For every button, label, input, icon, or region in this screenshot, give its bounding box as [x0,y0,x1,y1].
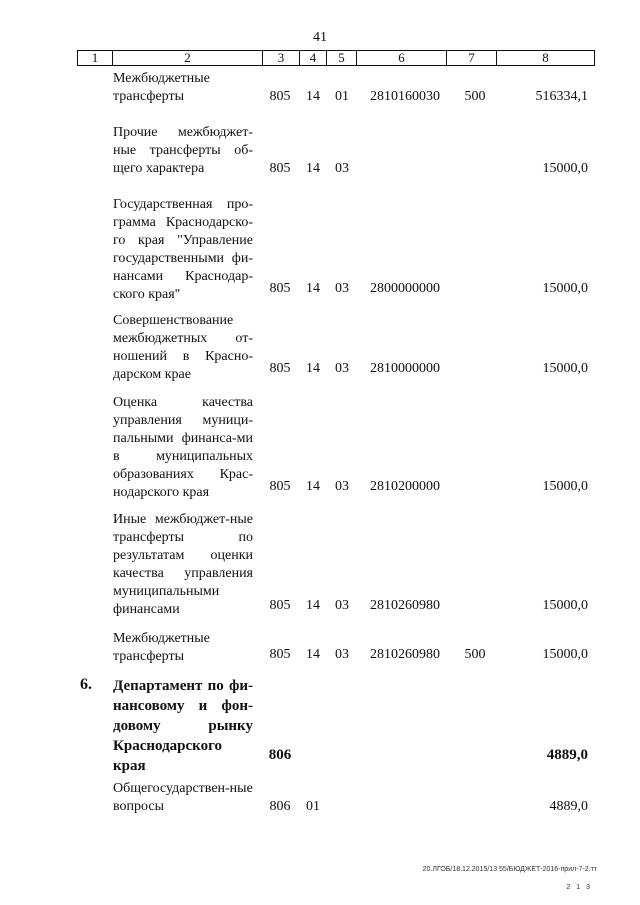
row-number: 6. [80,676,92,693]
cell-pr: 03 [335,479,349,494]
cell-sum: 516334,1 [535,89,588,104]
cell-pr: 01 [335,89,349,104]
table-row [0,630,640,664]
cell-ved: 806 [268,747,292,763]
table-row [0,312,640,382]
table-row [0,511,640,615]
cell-sum: 4889,0 [549,799,588,814]
cell-csr: 2810260980 [370,598,440,613]
footer-code: 2 1 3 [566,884,592,891]
header-cell-1: 1 [91,50,99,65]
row-name: Общегосударствен-ные вопросы [113,781,253,814]
header-cell-3: 3 [262,51,299,65]
header-cell-4: 4 [299,51,326,65]
cell-sum: 15000,0 [542,479,588,494]
cell-pr: 03 [335,598,349,613]
cell-rz: 01 [306,799,320,814]
cell-rz: 14 [306,281,320,296]
row-name: Межбюджетные трансферты [113,631,210,664]
table-row [0,70,640,106]
cell-vr: 500 [464,89,486,104]
cell-rz: 14 [306,479,320,494]
cell-ved: 805 [269,361,291,376]
cell-pr: 03 [335,281,349,296]
header-cell-5: 5 [326,51,356,65]
table-row [0,394,640,500]
cell-csr: 2810260980 [370,647,440,662]
cell-ved: 805 [269,89,291,104]
cell-rz: 14 [306,89,320,104]
cell-sum: 15000,0 [542,598,588,613]
header-cell-8: 8 [496,51,594,65]
cell-csr: 2800000000 [370,281,440,296]
row-name: Оценка качества управления муници-пальными финанса-ми в муниципальных образованиях Крас-нодарского края [113,395,253,500]
cell-sum: 15000,0 [542,161,588,176]
cell-sum: 15000,0 [542,361,588,376]
row-name: Межбюджетные трансферты [113,71,210,104]
cell-csr: 2810160030 [370,89,440,104]
row-name: Государственная про-грамма Краснодарско-го края "Управление государственными фи-нансами Краснодар-ского края" [113,197,253,302]
cell-pr: 03 [335,361,349,376]
row-name: Иные межбюджет-ные трансферты по результатам оценки качества управления муниципальными финансами [113,512,253,617]
cell-csr: 2810200000 [370,479,440,494]
row-name: Департамент по фи-нансовому и фон-довому рынку Краснодарского края [113,678,253,774]
row-name: Прочие межбюджет-ные трансферты об-щего характера [113,125,253,176]
footer-file-path: 20.ЛГОБ/18.12.2015/13 55/БЮДЖЕТ-2016-прил-7-2.тт [422,866,597,873]
cell-rz: 14 [306,598,320,613]
cell-ved: 805 [269,647,291,662]
table-row [0,124,640,178]
page-number: 41 [313,30,327,45]
table-row [0,780,640,816]
cell-rz: 14 [306,361,320,376]
header-cell-6: 6 [356,51,446,65]
cell-pr: 03 [335,647,349,662]
cell-vr: 500 [464,647,486,662]
table-row [0,676,640,774]
header-cell-2: 2 [112,51,262,65]
cell-pr: 03 [335,161,349,176]
cell-ved: 806 [269,799,291,814]
table-header [77,50,595,66]
row-name: Совершенствование межбюджетных от-ношений в Красно-дарском крае [113,313,253,382]
header-cell-7: 7 [446,51,496,65]
cell-sum: 15000,0 [542,281,588,296]
cell-sum: 4889,0 [546,747,588,763]
cell-ved: 805 [269,598,291,613]
cell-ved: 805 [269,161,291,176]
cell-ved: 805 [269,281,291,296]
cell-rz: 14 [306,161,320,176]
table-row [0,196,640,302]
cell-sum: 15000,0 [542,647,588,662]
cell-ved: 805 [269,479,291,494]
cell-rz: 14 [306,647,320,662]
cell-csr: 2810000000 [370,361,440,376]
